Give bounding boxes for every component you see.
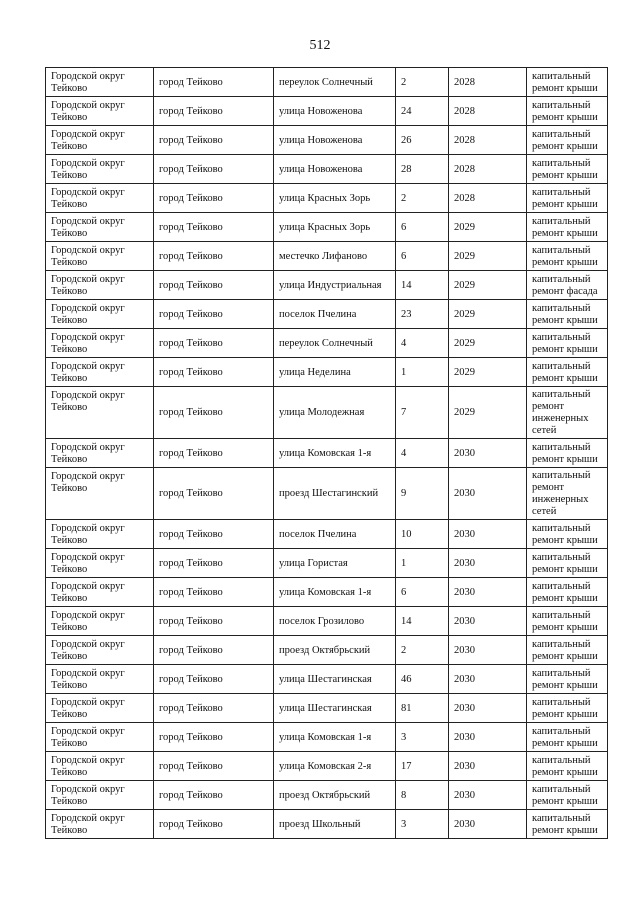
cell-settlement: город Тейково xyxy=(154,242,274,271)
cell-street: улица Красных Зорь xyxy=(274,213,396,242)
repair-schedule-table xyxy=(45,67,608,839)
cell-settlement: город Тейково xyxy=(154,694,274,723)
table-row xyxy=(46,242,608,271)
cell-settlement: город Тейково xyxy=(154,68,274,97)
cell-year: 2028 xyxy=(449,155,527,184)
cell-house-number: 14 xyxy=(396,271,449,300)
cell-work-type: капитальный ремонт крыши xyxy=(527,329,608,358)
cell-house-number: 6 xyxy=(396,213,449,242)
cell-municipal-district: Городской округ Тейково xyxy=(46,723,154,752)
cell-work-type: капитальный ремонт крыши xyxy=(527,213,608,242)
cell-settlement: город Тейково xyxy=(154,126,274,155)
cell-street: улица Гористая xyxy=(274,549,396,578)
cell-street: поселок Пчелина xyxy=(274,520,396,549)
cell-settlement: город Тейково xyxy=(154,636,274,665)
cell-work-type: капитальный ремонт крыши xyxy=(527,184,608,213)
cell-street: поселок Грозилово xyxy=(274,607,396,636)
cell-house-number: 6 xyxy=(396,578,449,607)
cell-settlement: город Тейково xyxy=(154,723,274,752)
cell-street: проезд Октябрьский xyxy=(274,781,396,810)
cell-house-number: 2 xyxy=(396,184,449,213)
cell-work-type: капитальный ремонт крыши xyxy=(527,242,608,271)
cell-work-type: капитальный ремонт крыши xyxy=(527,520,608,549)
cell-municipal-district: Городской округ Тейково xyxy=(46,387,154,439)
cell-settlement: город Тейково xyxy=(154,184,274,213)
cell-street: улица Индустриальная xyxy=(274,271,396,300)
cell-settlement: город Тейково xyxy=(154,358,274,387)
cell-work-type: капитальный ремонт крыши xyxy=(527,155,608,184)
table-row xyxy=(46,271,608,300)
cell-street: улица Комовская 1-я xyxy=(274,578,396,607)
cell-municipal-district: Городской округ Тейково xyxy=(46,810,154,839)
cell-house-number: 3 xyxy=(396,810,449,839)
cell-settlement: город Тейково xyxy=(154,329,274,358)
cell-house-number: 1 xyxy=(396,549,449,578)
cell-street: переулок Солнечный xyxy=(274,329,396,358)
cell-year: 2028 xyxy=(449,184,527,213)
cell-house-number: 17 xyxy=(396,752,449,781)
cell-settlement: город Тейково xyxy=(154,97,274,126)
cell-street: местечко Лифаново xyxy=(274,242,396,271)
cell-municipal-district: Городской округ Тейково xyxy=(46,694,154,723)
cell-house-number: 9 xyxy=(396,468,449,520)
cell-house-number: 7 xyxy=(396,387,449,439)
cell-settlement: город Тейково xyxy=(154,300,274,329)
cell-year: 2030 xyxy=(449,723,527,752)
cell-work-type: капитальный ремонт крыши xyxy=(527,126,608,155)
cell-year: 2030 xyxy=(449,578,527,607)
table-row xyxy=(46,636,608,665)
cell-street: улица Комовская 1-я xyxy=(274,439,396,468)
cell-work-type: капитальный ремонт фасада xyxy=(527,271,608,300)
cell-house-number: 46 xyxy=(396,665,449,694)
cell-year: 2028 xyxy=(449,68,527,97)
table-row xyxy=(46,126,608,155)
cell-year: 2030 xyxy=(449,549,527,578)
cell-street: поселок Пчелина xyxy=(274,300,396,329)
cell-work-type: капитальный ремонт крыши xyxy=(527,439,608,468)
cell-year: 2029 xyxy=(449,271,527,300)
cell-year: 2029 xyxy=(449,358,527,387)
cell-settlement: город Тейково xyxy=(154,781,274,810)
cell-house-number: 28 xyxy=(396,155,449,184)
cell-municipal-district: Городской округ Тейково xyxy=(46,549,154,578)
table-row xyxy=(46,329,608,358)
cell-year: 2030 xyxy=(449,781,527,810)
cell-settlement: город Тейково xyxy=(154,549,274,578)
cell-house-number: 10 xyxy=(396,520,449,549)
cell-street: улица Шестагинская xyxy=(274,694,396,723)
cell-year: 2030 xyxy=(449,520,527,549)
cell-settlement: город Тейково xyxy=(154,810,274,839)
cell-work-type: капитальный ремонт инженерных сетей xyxy=(527,387,608,439)
cell-street: улица Неделина xyxy=(274,358,396,387)
cell-municipal-district: Городской округ Тейково xyxy=(46,665,154,694)
cell-municipal-district: Городской округ Тейково xyxy=(46,578,154,607)
cell-settlement: город Тейково xyxy=(154,439,274,468)
cell-settlement: город Тейково xyxy=(154,271,274,300)
cell-house-number: 81 xyxy=(396,694,449,723)
table-row xyxy=(46,810,608,839)
table-row xyxy=(46,665,608,694)
cell-house-number: 4 xyxy=(396,329,449,358)
cell-municipal-district: Городской округ Тейково xyxy=(46,126,154,155)
table-row xyxy=(46,213,608,242)
cell-year: 2030 xyxy=(449,752,527,781)
cell-house-number: 8 xyxy=(396,781,449,810)
cell-work-type: капитальный ремонт крыши xyxy=(527,97,608,126)
cell-municipal-district: Городской округ Тейково xyxy=(46,468,154,520)
cell-street: улица Молодежная xyxy=(274,387,396,439)
cell-work-type: капитальный ремонт крыши xyxy=(527,607,608,636)
cell-house-number: 14 xyxy=(396,607,449,636)
cell-municipal-district: Городской округ Тейково xyxy=(46,184,154,213)
table-row xyxy=(46,694,608,723)
cell-municipal-district: Городской округ Тейково xyxy=(46,781,154,810)
cell-year: 2029 xyxy=(449,300,527,329)
cell-municipal-district: Городской округ Тейково xyxy=(46,636,154,665)
table-row xyxy=(46,578,608,607)
cell-house-number: 3 xyxy=(396,723,449,752)
cell-street: улица Комовская 1-я xyxy=(274,723,396,752)
cell-work-type: капитальный ремонт крыши xyxy=(527,694,608,723)
cell-year: 2028 xyxy=(449,126,527,155)
cell-street: улица Новоженова xyxy=(274,155,396,184)
cell-settlement: город Тейково xyxy=(154,387,274,439)
cell-work-type: капитальный ремонт крыши xyxy=(527,549,608,578)
cell-year: 2030 xyxy=(449,665,527,694)
table-row xyxy=(46,607,608,636)
cell-year: 2030 xyxy=(449,810,527,839)
cell-municipal-district: Городской округ Тейково xyxy=(46,439,154,468)
table-row xyxy=(46,723,608,752)
cell-street: переулок Солнечный xyxy=(274,68,396,97)
cell-year: 2030 xyxy=(449,468,527,520)
table-row xyxy=(46,97,608,126)
cell-street: проезд Школьный xyxy=(274,810,396,839)
table-row xyxy=(46,184,608,213)
cell-year: 2029 xyxy=(449,387,527,439)
cell-work-type: капитальный ремонт крыши xyxy=(527,723,608,752)
cell-street: улица Новоженова xyxy=(274,97,396,126)
cell-settlement: город Тейково xyxy=(154,665,274,694)
cell-work-type: капитальный ремонт крыши xyxy=(527,781,608,810)
cell-work-type: капитальный ремонт крыши xyxy=(527,665,608,694)
cell-house-number: 2 xyxy=(396,68,449,97)
cell-street: улица Новоженова xyxy=(274,126,396,155)
cell-municipal-district: Городской округ Тейково xyxy=(46,97,154,126)
cell-municipal-district: Городской округ Тейково xyxy=(46,155,154,184)
cell-settlement: город Тейково xyxy=(154,155,274,184)
cell-house-number: 6 xyxy=(396,242,449,271)
table-row xyxy=(46,155,608,184)
cell-house-number: 1 xyxy=(396,358,449,387)
cell-municipal-district: Городской округ Тейково xyxy=(46,607,154,636)
cell-settlement: город Тейково xyxy=(154,578,274,607)
cell-year: 2030 xyxy=(449,439,527,468)
cell-year: 2029 xyxy=(449,213,527,242)
cell-settlement: город Тейково xyxy=(154,752,274,781)
cell-house-number: 23 xyxy=(396,300,449,329)
cell-work-type: капитальный ремонт крыши xyxy=(527,752,608,781)
cell-municipal-district: Городской округ Тейково xyxy=(46,329,154,358)
cell-work-type: капитальный ремонт инженерных сетей xyxy=(527,468,608,520)
table-row xyxy=(46,68,608,97)
cell-work-type: капитальный ремонт крыши xyxy=(527,810,608,839)
cell-year: 2029 xyxy=(449,242,527,271)
table-row xyxy=(46,300,608,329)
table-row xyxy=(46,387,608,439)
cell-house-number: 24 xyxy=(396,97,449,126)
table-row xyxy=(46,549,608,578)
cell-house-number: 2 xyxy=(396,636,449,665)
cell-work-type: капитальный ремонт крыши xyxy=(527,358,608,387)
cell-municipal-district: Городской округ Тейково xyxy=(46,271,154,300)
table-row xyxy=(46,468,608,520)
cell-municipal-district: Городской округ Тейково xyxy=(46,68,154,97)
cell-work-type: капитальный ремонт крыши xyxy=(527,578,608,607)
cell-year: 2030 xyxy=(449,607,527,636)
cell-municipal-district: Городской округ Тейково xyxy=(46,300,154,329)
cell-street: улица Шестагинская xyxy=(274,665,396,694)
table-row xyxy=(46,520,608,549)
cell-work-type: капитальный ремонт крыши xyxy=(527,300,608,329)
cell-settlement: город Тейково xyxy=(154,468,274,520)
cell-municipal-district: Городской округ Тейково xyxy=(46,752,154,781)
cell-street: проезд Октябрьский xyxy=(274,636,396,665)
table-row xyxy=(46,781,608,810)
table-row xyxy=(46,752,608,781)
table-row xyxy=(46,358,608,387)
page-number: 512 xyxy=(309,38,331,53)
cell-settlement: город Тейково xyxy=(154,213,274,242)
cell-street: улица Красных Зорь xyxy=(274,184,396,213)
cell-municipal-district: Городской округ Тейково xyxy=(46,520,154,549)
cell-year: 2028 xyxy=(449,97,527,126)
cell-settlement: город Тейково xyxy=(154,520,274,549)
cell-work-type: капитальный ремонт крыши xyxy=(527,636,608,665)
cell-house-number: 4 xyxy=(396,439,449,468)
cell-year: 2030 xyxy=(449,636,527,665)
cell-house-number: 26 xyxy=(396,126,449,155)
cell-municipal-district: Городской округ Тейково xyxy=(46,213,154,242)
cell-settlement: город Тейково xyxy=(154,607,274,636)
cell-municipal-district: Городской округ Тейково xyxy=(46,242,154,271)
table-body xyxy=(46,68,608,839)
cell-year: 2029 xyxy=(449,329,527,358)
table-row xyxy=(46,439,608,468)
cell-work-type: капитальный ремонт крыши xyxy=(527,68,608,97)
cell-year: 2030 xyxy=(449,694,527,723)
cell-street: улица Комовская 2-я xyxy=(274,752,396,781)
cell-municipal-district: Городской округ Тейково xyxy=(46,358,154,387)
cell-street: проезд Шестагинский xyxy=(274,468,396,520)
